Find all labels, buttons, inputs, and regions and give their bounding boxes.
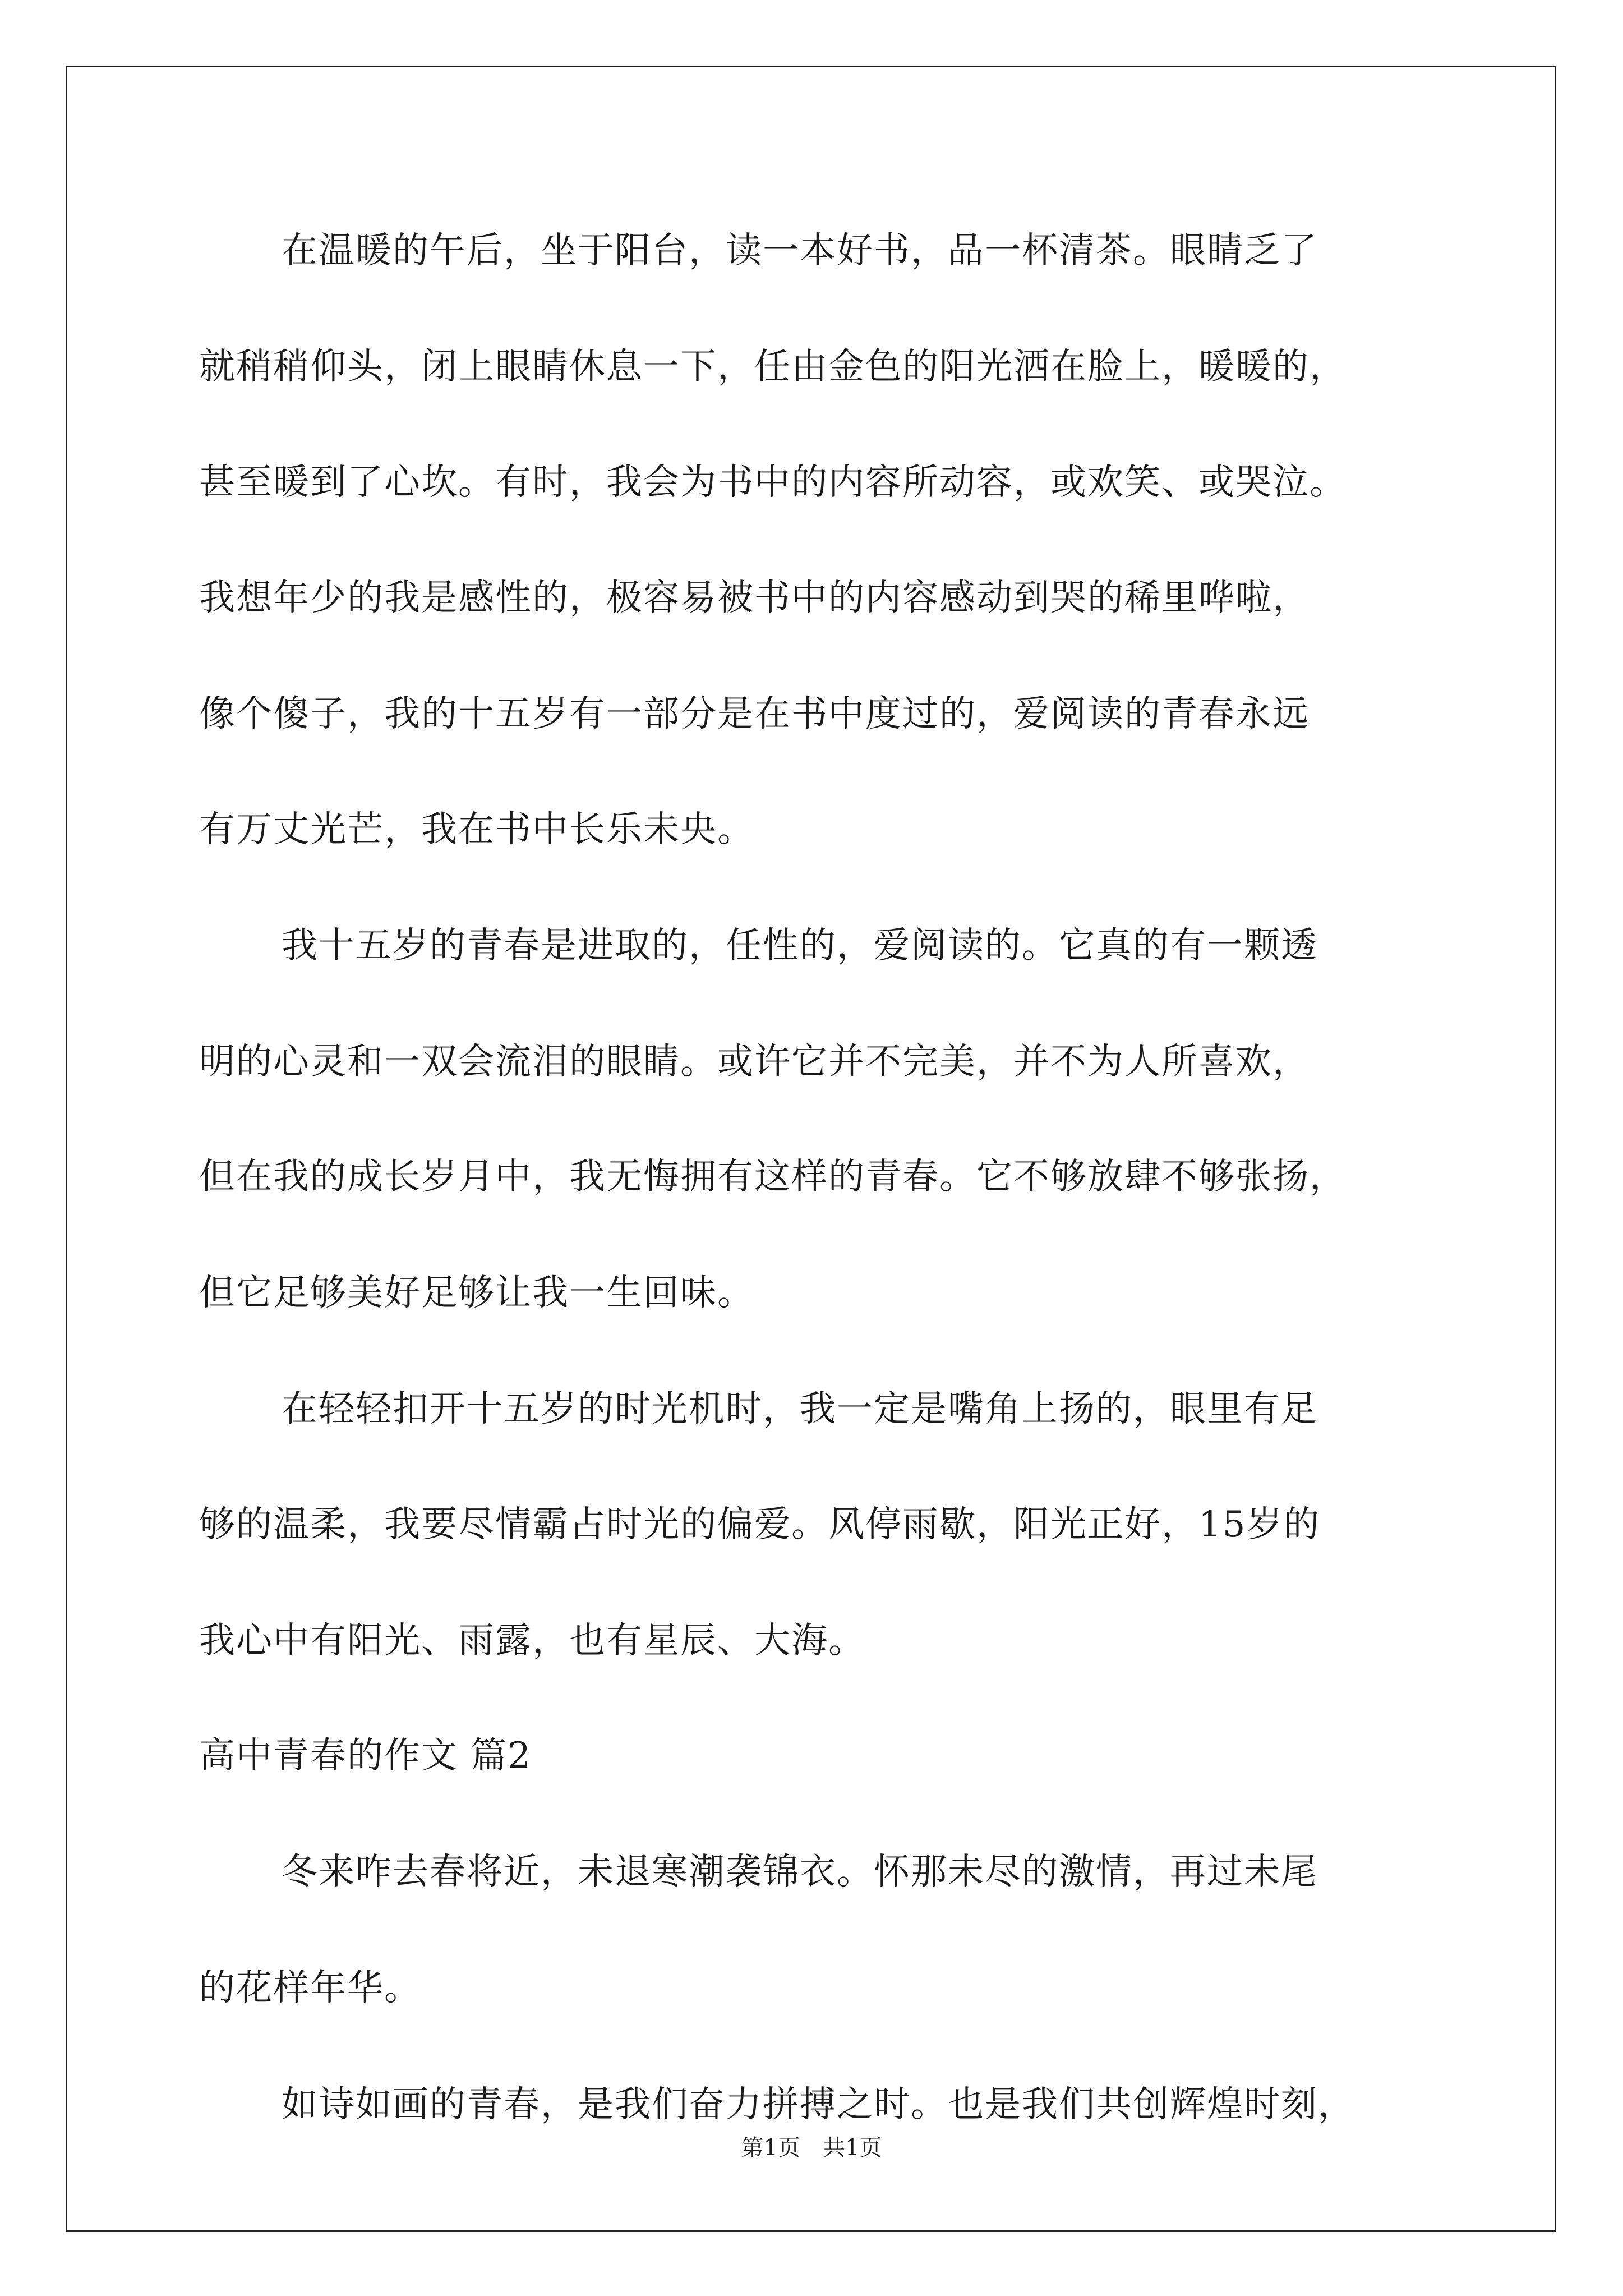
paragraph-2-line-4: 但它足够美好足够让我一生回味。 (199, 1272, 754, 1314)
paragraph-2-line-2: 明的心灵和一双会流泪的眼睛。或许它并不完美，并不为人所喜欢， (199, 1041, 1310, 1083)
paragraph-3-line-2: 够的温柔，我要尽情霸占时光的偏爱。风停雨歇，阳光正好，15岁的 (199, 1504, 1321, 1545)
paragraph-5-line-1: 如诗如画的青春，是我们奋力拼搏之时。也是我们共创辉煌时刻， (282, 2084, 1355, 2125)
paragraph-3-line-3: 我心中有阳光、雨露，也有星辰、大海。 (199, 1620, 865, 1662)
paragraph-1-line-4: 我想年少的我是感性的，极容易被书中的内容感动到哭的稀里哗啦， (199, 577, 1310, 619)
paragraph-4-line-2: 的花样年华。 (199, 1967, 421, 2009)
page-number: 第1页 (741, 2135, 800, 2161)
paragraph-1-line-6: 有万丈光芒，我在书中长乐未央。 (199, 809, 754, 850)
paragraph-4-line-1: 冬来咋去春将近，未退寒潮袭锦衣。怀那未尽的激情，再过未尾 (282, 1851, 1318, 1893)
total-pages: 共1页 (823, 2135, 882, 2161)
paragraph-1-line-1: 在温暖的午后，坐于阳台，读一本好书，品一杯清茶。眼睛乏了 (282, 230, 1318, 272)
paragraph-1-line-2: 就稍稍仰头，闭上眼睛休息一下，任由金色的阳光洒在脸上，暖暖的， (199, 346, 1347, 388)
paragraph-1-line-3: 甚至暖到了心坎。有时，我会为书中的内容所动容，或欢笑、或哭泣。 (199, 462, 1347, 503)
paragraph-3-line-1: 在轻轻扣开十五岁的时光机时，我一定是嘴角上扬的，眼里有足 (282, 1388, 1318, 1430)
section-heading: 高中青春的作文 篇2 (199, 1735, 532, 1777)
paragraph-2-line-3: 但在我的成长岁月中，我无悔拥有这样的青春。它不够放肆不够张扬， (199, 1156, 1347, 1198)
paragraph-2-line-1: 我十五岁的青春是进取的，任性的，爱阅读的。它真的有一颗透 (282, 925, 1318, 967)
paragraph-1-line-5: 像个傻子，我的十五岁有一部分是在书中度过的，爱阅读的青春永远 (199, 693, 1310, 735)
page-border (66, 66, 1556, 2232)
page-footer (0, 2137, 1623, 2159)
